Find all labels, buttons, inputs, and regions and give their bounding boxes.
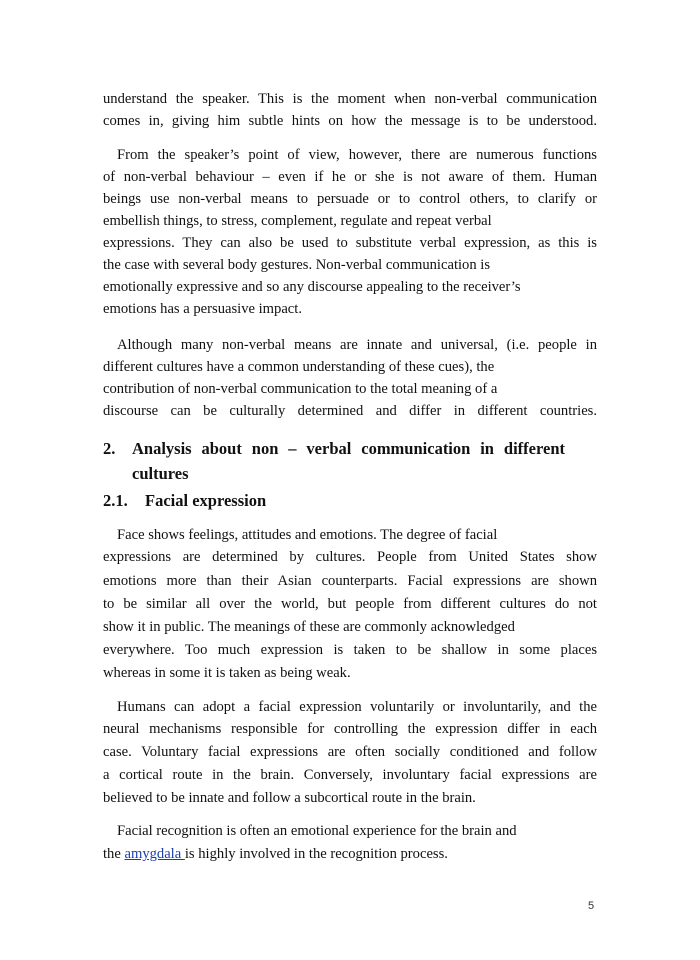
paragraph-line: show it in public. The meanings of these are commonly acknowledged — [103, 619, 515, 635]
paragraph-line: understand the speaker. This is the moment when non-verbal communication — [103, 91, 597, 107]
paragraph-line: expressions. They can also be used to substitute verbal expression, as this is — [103, 235, 597, 251]
paragraph-line: emotionally expressive and so any discourse appealing to the receiver’s — [103, 279, 521, 295]
paragraph-line: embellish things, to stress, complement, regulate and repeat verbal — [103, 213, 492, 229]
section-heading-line: cultures — [132, 464, 189, 483]
paragraph-line: believed to be innate and follow a subcortical route in the brain. — [103, 790, 476, 806]
paragraph-text: the — [103, 846, 125, 862]
paragraph-line: everywhere. Too much expression is taken to be shallow in some places — [103, 642, 597, 658]
paragraph-line: whereas in some it is taken as being weak. — [103, 665, 351, 681]
paragraph-line: emotions has a persuasive impact. — [103, 301, 302, 317]
section-heading-line: Analysis about non – verbal communication in different — [132, 439, 565, 458]
subsection-heading-text: Facial expression — [145, 491, 267, 510]
paragraph-line: different cultures have a common understanding of these cues), the — [103, 359, 495, 375]
paragraph-line: From the speaker’s point of view, however, there are numerous functions — [117, 147, 597, 163]
paragraph-text: is highly involved in the recognition process. — [184, 846, 448, 862]
paragraph-line: beings use non-verbal means to persuade or to control others, to clarify or — [103, 191, 597, 207]
amygdala-link[interactable]: amygdala — [124, 846, 185, 862]
page-number: 5 — [588, 900, 595, 912]
paragraph-line: Although many non-verbal means are innate and universal, (i.e. people in — [117, 337, 597, 353]
paragraph-line: comes in, giving him subtle hints on how the message is to be understood. — [103, 113, 597, 129]
paragraph-line: case. Voluntary facial expressions are often socially conditioned and follow — [103, 744, 597, 760]
section-heading-number: 2. — [103, 439, 116, 458]
paragraph-line: of non-verbal behaviour – even if he or she is not aware of them. Human — [103, 169, 597, 185]
subsection-heading-number: 2.1. — [103, 491, 128, 510]
paragraph-line: emotions more than their Asian counterparts. Facial expressions are shown — [103, 573, 597, 589]
paragraph-line: Facial recognition is often an emotional experience for the brain and — [117, 823, 517, 839]
paragraph-line: to be similar all over the world, but people from different cultures do not — [103, 596, 597, 612]
paragraph-line — [103, 843, 597, 865]
paragraph-line: Humans can adopt a facial expression voluntarily or involuntarily, and the — [117, 699, 597, 715]
paragraph-line: discourse can be culturally determined and differ in different countries. — [103, 403, 597, 419]
paragraph-line: the case with several body gestures. Non-verbal communication is — [103, 257, 491, 273]
paragraph-line: neural mechanisms responsible for controlling the expression differ in each — [103, 721, 597, 737]
paragraph-line: a cortical route in the brain. Conversely, involuntary facial expressions are — [103, 767, 597, 783]
paragraph-line: contribution of non-verbal communication to the total meaning of a — [103, 381, 498, 397]
paragraph-line: expressions are determined by cultures. People from United States show — [103, 549, 597, 565]
paragraph-line: Face shows feelings, attitudes and emotions. The degree of facial — [117, 527, 498, 543]
